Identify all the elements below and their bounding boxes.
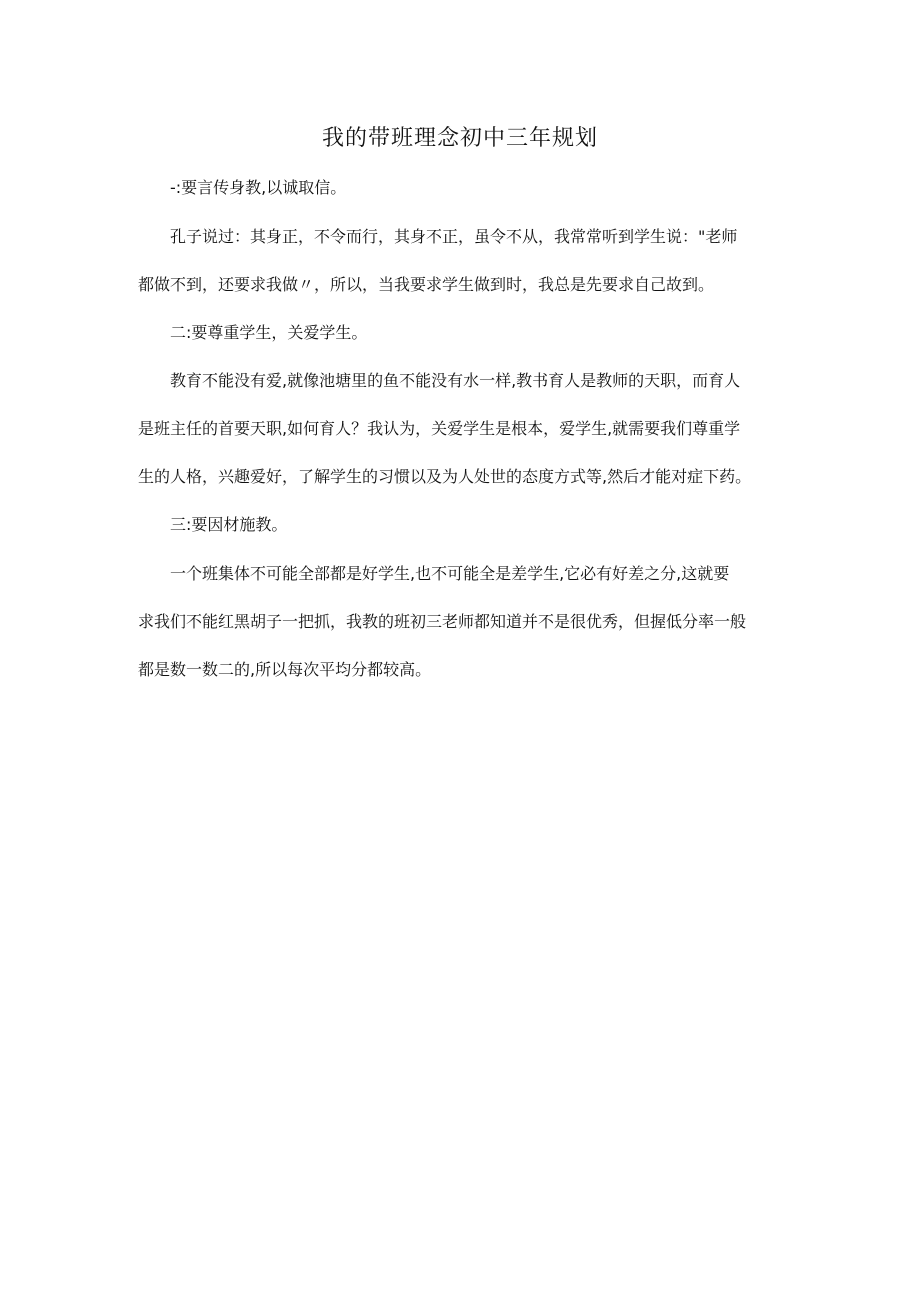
- paragraph-line: 是班主任的首要天职,如何育人？我认为，关爱学生是根本，爱学生,就需要我们尊重学: [138, 419, 741, 438]
- paragraph-line: 生的人格，兴趣爱好，了解学生的习惯以及为人处世的态度方式等,然后才能对症下药。: [138, 467, 752, 486]
- heading-two: 二:要尊重学生，关爱学生。: [170, 323, 368, 342]
- heading-one: -:要言传身教,以诚取信。: [170, 178, 347, 197]
- document-title: 我的带班理念初中三年规划: [321, 126, 598, 151]
- paragraph-line: 都是数一数二的,所以每次平均分都较高。: [138, 660, 432, 679]
- paragraph-line: 教育不能没有爱,就像池塘里的鱼不能没有水一样,教书育人是教师的天职，而育人: [170, 371, 741, 390]
- paragraph-line: 孔子说过：其身正，不令而行，其身不正，虽令不从，我常常听到学生说："老师: [170, 227, 738, 246]
- heading-three: 三:要因材施教。: [170, 515, 288, 534]
- paragraph-line: 求我们不能红黑胡子一把抓，我教的班初三老师都知道并不是很优秀，但握低分率一般: [138, 612, 747, 631]
- paragraph-line: 都做不到，还要求我做〃，所以，当我要求学生做到时，我总是先要求自己故到。: [138, 275, 715, 294]
- paragraph-line: 一个班集体不可能全部都是好学生,也不可能全是差学生,它必有好差之分,这就要: [170, 564, 730, 583]
